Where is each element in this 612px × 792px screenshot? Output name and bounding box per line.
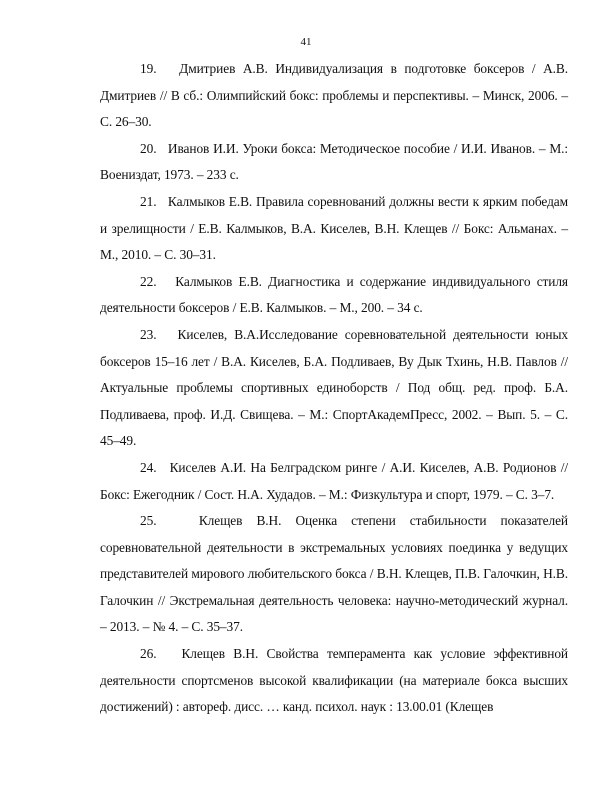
reference-item-23 xyxy=(100,322,568,455)
reference-text: Дмитриев А.В. Индивидуализация в подготовке боксеров / А.В. Дмитриев // В сб.: Олимпийский бокс: проблемы и перспективы. – Минск, 2006. – С. 26–30. xyxy=(100,61,569,130)
reference-text: Киселев, В.А.Исследование соревновательной деятельности юных боксеров 15–16 лет / В.А. Киселев, Б.А. Подливаев, Ву Дык Тхинь, Н.В. Павлов // Актуальные проблемы спортивных единоборств / Под общ. ред. проф. Б.А. Подливаева, проф. И.Д. Свищева. – М.: СпортАкадемПресс, 2002. – Вып. 5. – С. 45–49. xyxy=(100,326,568,449)
reference-item-24 xyxy=(100,455,568,508)
reference-number: 20. xyxy=(140,140,157,156)
reference-item-21 xyxy=(100,189,568,269)
reference-number: 24. xyxy=(140,459,157,475)
reference-number: 23. xyxy=(140,326,157,342)
reference-item-26 xyxy=(100,641,568,721)
reference-text: Клещев В.Н. Свойства темперамента как условие эффективной деятельности спортсменов высокой квалификации (на материале бокса высших достижений) : автореф. дисс. … канд. психол. наук : 13.00.01 (Клещев xyxy=(100,646,568,715)
reference-number: 22. xyxy=(140,273,157,289)
reference-text: Клещев В.Н. Оценка степени стабильности показателей соревновательной деятельности в экстремальных условиях поединка у ведущих представителей мирового любительского бокса / В.Н. Клещев, П.В. Галочкин, Н.В. Галочкин // Экстремальная деятельность человека: научно-методический журнал. – 2013. – № 4. – С. 35–37. xyxy=(100,513,568,635)
reference-text: Киселев А.И. На Белградском ринге / А.И. Киселев, А.В. Родионов // Бокс: Ежегодник / Сост. Н.А. Худадов. – М.: Физкультура и спорт, 1979. – С. 3–7. xyxy=(100,459,568,502)
page-number: 41 xyxy=(300,36,312,48)
reference-text: Калмыков Е.В. Диагностика и содержание индивидуального стиля деятельности боксеров / Е.В. Калмыков. – М., 200. – 34 с. xyxy=(100,273,568,316)
reference-item-25 xyxy=(100,508,568,641)
reference-text: Калмыков Е.В. Правила соревнований должны вести к ярким победам и зрелищности / Е.В. Калмыков, В.А. Киселев, В.Н. Клещев // Бокс: Альманах. – М., 2010. – С. 30–31. xyxy=(100,193,568,263)
reference-number: 19. xyxy=(140,61,157,76)
reference-number: 26. xyxy=(140,646,157,662)
reference-item-20 xyxy=(100,136,568,189)
reference-number: 21. xyxy=(140,193,157,209)
reference-item-22 xyxy=(100,269,568,322)
reference-list xyxy=(100,56,568,721)
reference-item-19 xyxy=(100,56,568,136)
reference-text: Иванов И.И. Уроки бокса: Методическое пособие / И.И. Иванов. – М.: Воениздат, 1973. – 233 с. xyxy=(100,140,568,183)
reference-number: 25. xyxy=(140,513,157,529)
